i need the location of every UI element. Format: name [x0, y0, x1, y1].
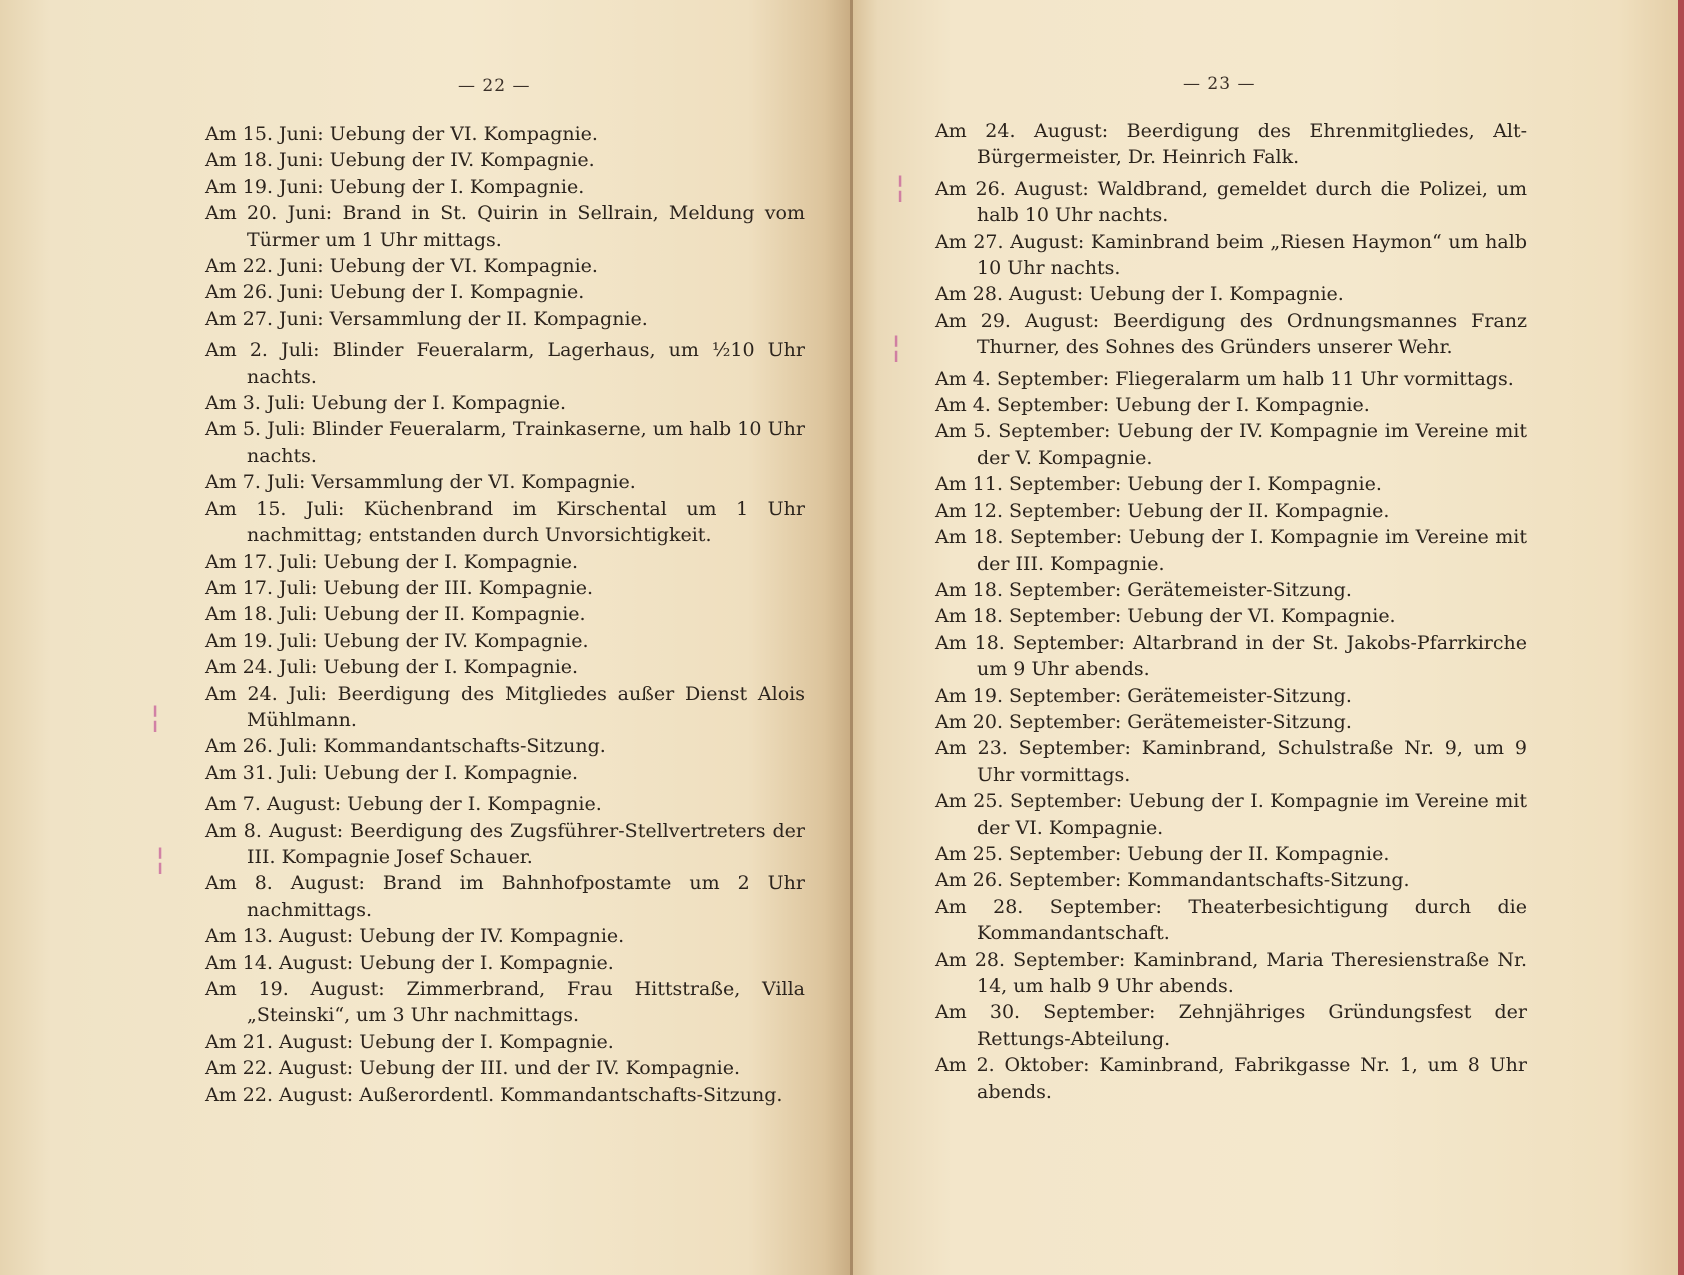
log-entry: Am 26. August: Waldbrand, gemeldet durch die Polizei, um halb 10 Uhr nachts.	[935, 177, 1527, 227]
log-entry: Am 14. August: Uebung der I. Kompagnie.	[205, 951, 614, 974]
log-entry: Am 19. Juni: Uebung der I. Kompagnie.	[205, 175, 585, 198]
log-entry: Am 29. August: Beerdigung des Ordnungsmannes Franz Thurner, des Sohnes des Gründers unserer Wehr.	[935, 309, 1527, 359]
log-entry: Am 25. September: Uebung der I. Kompagnie im Vereine mit der VI. Kompagnie.	[935, 790, 1527, 839]
page-edge	[1678, 0, 1684, 1275]
right-entry-list	[935, 118, 1527, 1105]
log-entry: Am 18. Juni: Uebung der IV. Kompagnie.	[205, 149, 595, 172]
log-entry: Am 22. August: Uebung der III. und der IV. Kompagnie.	[205, 1057, 741, 1080]
log-entry: Am 31. Juli: Uebung der I. Kompagnie.	[205, 761, 579, 784]
log-entry: Am 4. September: Fliegeralarm um halb 11 Uhr vormittags.	[935, 367, 1514, 390]
log-entry: Am 19. Juli: Uebung der IV. Kompagnie.	[205, 629, 589, 652]
log-entry: Am 19. September: Gerätemeister-Sitzung.	[935, 684, 1352, 707]
pen-mark: ¦	[895, 170, 906, 205]
log-entry: Am 24. Juli: Beerdigung des Mitgliedes außer Dienst Alois Mühlmann.	[205, 682, 805, 731]
log-entry: Am 5. September: Uebung der IV. Kompagnie im Vereine mit der V. Kompagnie.	[935, 420, 1527, 469]
log-entry: Am 4. September: Uebung der I. Kompagnie.	[935, 394, 1370, 417]
log-entry: Am 3. Juli: Uebung der I. Kompagnie.	[205, 392, 566, 415]
log-entry: Am 26. Juni: Uebung der I. Kompagnie.	[205, 281, 585, 304]
log-entry: Am 18. Juli: Uebung der II. Kompagnie.	[205, 603, 586, 626]
log-entry: Am 12. September: Uebung der II. Kompagnie.	[935, 499, 1390, 522]
log-entry: Am 17. Juli: Uebung der III. Kompagnie.	[205, 576, 594, 599]
log-entry: Am 22. Juni: Uebung der VI. Kompagnie.	[205, 255, 598, 278]
log-entry: Am 27. Juni: Versammlung der II. Kompagnie.	[205, 307, 648, 330]
log-entry: Am 15. Juli: Küchenbrand im Kirschental um 1 Uhr nachmittag; entstanden durch Unvorsichtigkeit.	[205, 497, 805, 547]
log-entry: Am 15. Juni: Uebung der VI. Kompagnie.	[205, 123, 598, 145]
log-entry: Am 20. September: Gerätemeister-Sitzung.	[935, 710, 1352, 733]
log-entry: Am 18. September: Uebung der VI. Kompagnie.	[935, 605, 1396, 628]
log-entry: Am 23. September: Kaminbrand, Schulstraße Nr. 9, um 9 Uhr vormittags.	[935, 737, 1527, 786]
log-entry: Am 7. August: Uebung der I. Kompagnie.	[205, 793, 602, 816]
pen-mark: ¦	[891, 330, 902, 365]
log-entry: Am 2. Oktober: Kaminbrand, Fabrikgasse Nr. 1, um 8 Uhr abends.	[935, 1054, 1527, 1103]
log-entry: Am 22. August: Außerordentl. Kommandantschafts-Sitzung.	[205, 1083, 783, 1106]
left-entry-list	[205, 121, 805, 1108]
log-entry: Am 13. August: Uebung der IV. Kompagnie.	[205, 925, 625, 948]
log-entry: Am 8. August: Beerdigung des Zugsführer-Stellvertreters der III. Kompagnie Josef Schauer.	[205, 819, 805, 868]
log-entry: Am 11. September: Uebung der I. Kompagnie.	[935, 473, 1382, 496]
log-entry: Am 18. September: Uebung der I. Kompagnie im Vereine mit der III. Kompagnie.	[935, 526, 1527, 575]
pen-mark: ¦	[155, 842, 166, 877]
log-entry: Am 24. August: Beerdigung des Ehrenmitgliedes, Alt-Bürgermeister, Dr. Heinrich Falk.	[935, 120, 1527, 169]
page-number-left: — 22 —	[458, 76, 531, 96]
log-entry: Am 8. August: Brand im Bahnhofpostamte um 2 Uhr nachmittags.	[205, 872, 805, 921]
log-entry: Am 7. Juli: Versammlung der VI. Kompagnie.	[205, 471, 636, 494]
log-entry: Am 5. Juli: Blinder Feueralarm, Trainkaserne, um halb 10 Uhr nachts.	[205, 418, 805, 467]
log-entry: Am 28. September: Theaterbesichtigung durch die Kommandantschaft.	[935, 895, 1527, 945]
page-number-right: — 23 —	[1183, 74, 1256, 94]
log-entry: Am 26. Juli: Kommandantschafts-Sitzung.	[205, 735, 606, 758]
pen-mark: ¦	[150, 700, 161, 735]
log-entry: Am 24. Juli: Uebung der I. Kompagnie.	[205, 656, 579, 679]
log-entry: Am 17. Juli: Uebung der I. Kompagnie.	[205, 550, 579, 573]
log-entry: Am 19. August: Zimmerbrand, Frau Hittstraße, Villa „Steinski“, um 3 Uhr nachmittags.	[205, 978, 805, 1027]
log-entry: Am 28. August: Uebung der I. Kompagnie.	[935, 283, 1344, 306]
log-entry: Am 18. September: Altarbrand in der St. Jakobs-Pfarrkirche um 9 Uhr abends.	[935, 631, 1527, 681]
log-entry: Am 20. Juni: Brand in St. Quirin in Sellrain, Meldung vom Türmer um 1 Uhr mittags.	[205, 202, 805, 251]
log-entry: Am 27. August: Kaminbrand beim „Riesen Haymon“ um halb 10 Uhr nachts.	[935, 230, 1527, 280]
log-entry: Am 18. September: Gerätemeister-Sitzung.	[935, 578, 1352, 601]
log-entry: Am 2. Juli: Blinder Feueralarm, Lagerhaus, um ½10 Uhr nachts.	[205, 339, 805, 388]
right-page	[853, 0, 1684, 1275]
log-entry: Am 30. September: Zehnjähriges Gründungsfest der Rettungs-Abteilung.	[935, 1001, 1527, 1050]
log-entry: Am 21. August: Uebung der I. Kompagnie.	[205, 1030, 614, 1053]
log-entry: Am 28. September: Kaminbrand, Maria Theresienstraße Nr. 14, um halb 9 Uhr abends.	[935, 948, 1527, 997]
log-entry: Am 25. September: Uebung der II. Kompagnie.	[935, 842, 1390, 865]
log-entry: Am 26. September: Kommandantschafts-Sitzung.	[935, 869, 1410, 892]
